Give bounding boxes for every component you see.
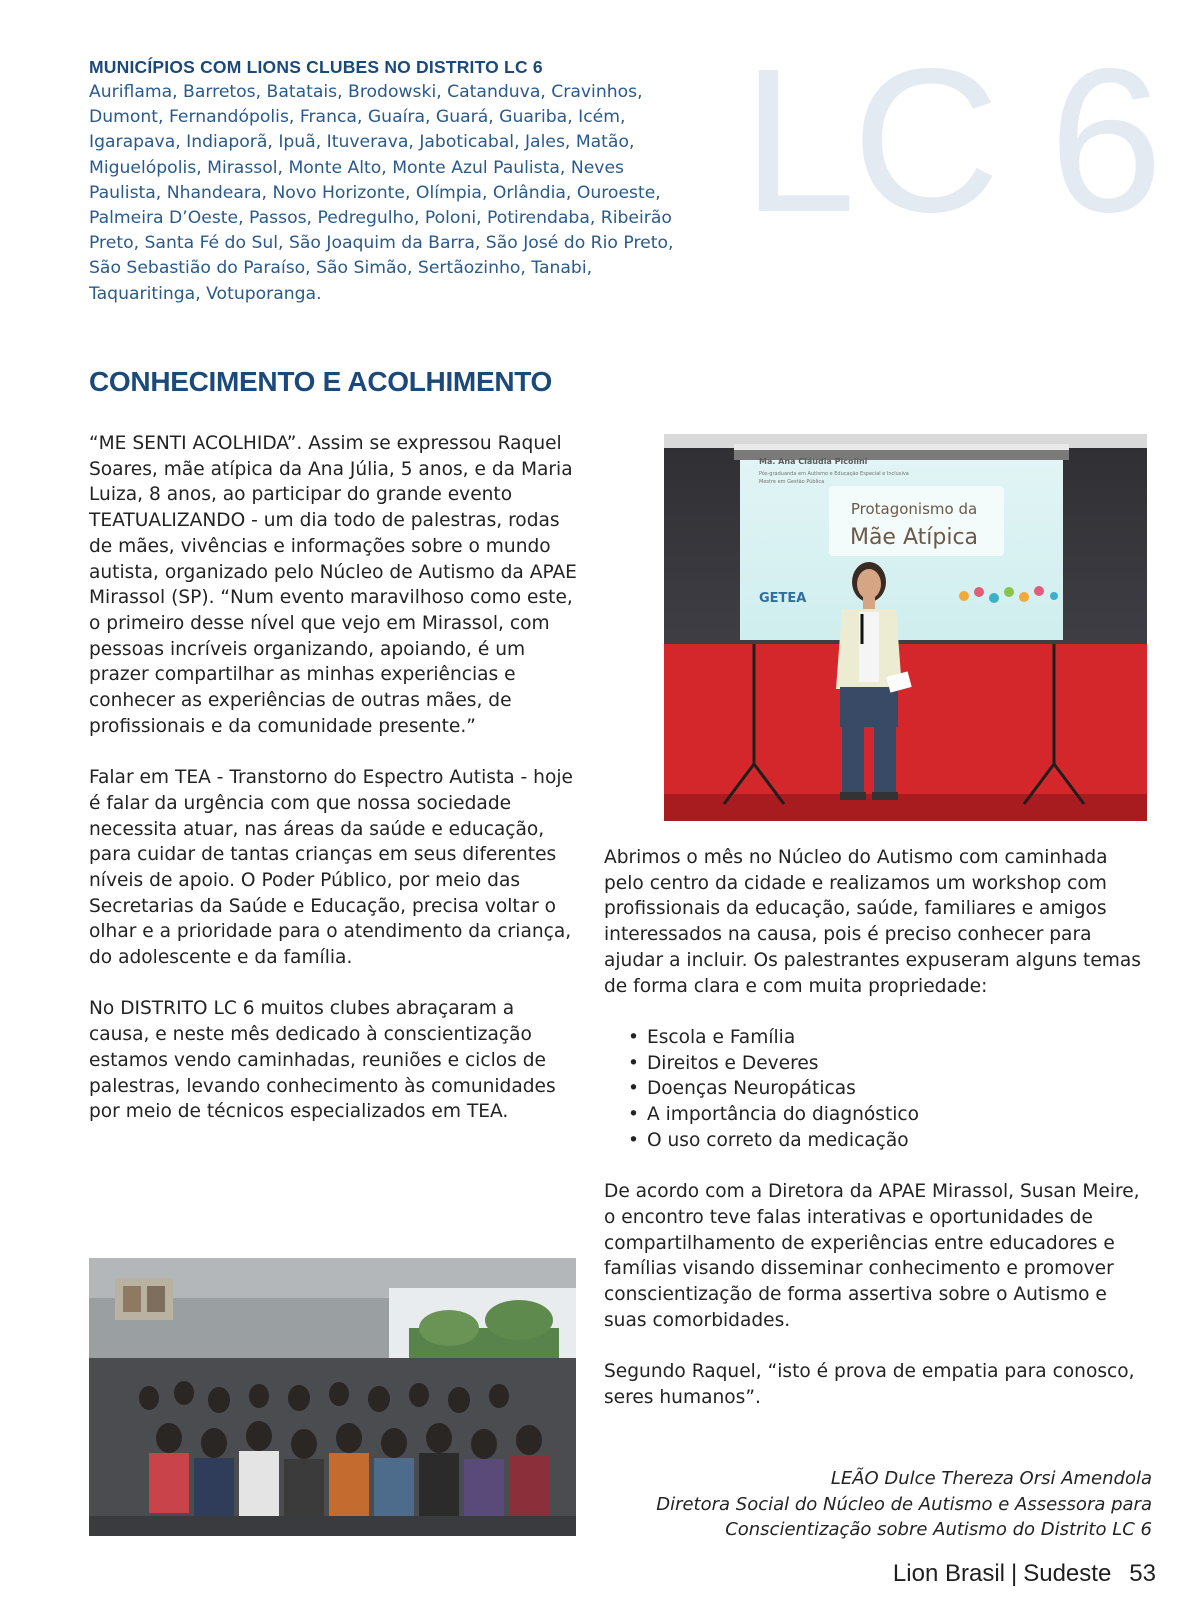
municipalities-title: MUNICÍPIOS COM LIONS CLUBES NO DISTRITO LC 6 [89,57,543,77]
author-signature [656,1466,1152,1543]
slide-credential: Pós-graduanda em Autismo e Educação Especial e Inclusiva [759,471,909,477]
article-paragraph: “ME SENTI ACOLHIDA”. Assim se expressou Raquel Soares, mãe atípica da Ana Júlia, 5 anos, e da Maria Luiza, 8 anos, ao participar do grande evento TEATUALIZANDO - um dia todo de palestras, rodas de mães, vivências e informações sobre o mundo autista, organizado pelo Núcleo de Autismo da APAE Mirassol (SP). “Num evento maravilhoso como este, o primeiro desse nível que vejo em Mirassol, com pessoas incríveis organizando, apoiando, é um prazer compartilhar as minhas experiências e conhecer as experiências de outras mães, de profissionais e da comunidade presente.” [89,433,577,737]
list-item: • Escola e Família [628,1025,1144,1051]
slide-logo: GETEA [759,591,807,606]
slide-credential: Mestre em Gestão Pública [759,479,825,485]
article-paragraph: Abrimos o mês no Núcleo do Autismo com caminhada pelo centro da cidade e realizamos um workshop com profissionais da educação, saúde, familiares e amigos interessados na causa, pois é preciso conhecer para ajudar a incluir. Os palestrantes expuseram alguns temas de forma clara e com muita propriedade: [604,847,1141,997]
article-paragraph: Segundo Raquel, “isto é prova de empatia para conosco, seres humanos”. [604,1361,1135,1408]
speaker-photo [664,434,1147,821]
article-paragraph: No DISTRITO LC 6 muitos clubes abraçaram a causa, e neste mês dedicado à conscientização estamos vendo caminhadas, reuniões e ciclos de palestras, levando conhecimento às comunidades por meio de técnicos especializados em TEA. [89,998,556,1123]
article-paragraph: De acordo com a Diretora da APAE Mirassol, Susan Meire, o encontro teve falas interativas e oportunidades de compartilhamento de experiências entre educadores e famílias visando disseminar conhecimento e promover conscientização de forma assertiva sobre o Autismo e suas comorbidades. [604,1181,1140,1331]
topics-list [604,1025,1144,1154]
page-number: 53 [1129,1560,1156,1587]
author-role: Conscientização sobre Autismo do Distrito LC 6 [725,1519,1152,1540]
right-column [604,845,1144,1436]
left-column [89,431,579,1151]
list-item: • Direitos e Deveres [628,1051,1144,1077]
list-item: • Doenças Neuropáticas [628,1076,1144,1102]
list-item: • O uso correto da medicação [628,1128,1144,1154]
author-role: Diretora Social do Núcleo de Autismo e Assessora para [656,1493,1152,1515]
list-item: • A importância do diagnóstico [628,1102,1144,1128]
section-title: CONHECIMENTO E ACOLHIMENTO [89,366,553,397]
audience-clothes [149,1451,549,1519]
municipalities-block [89,55,689,307]
magazine-section: Sudeste [1023,1560,1112,1587]
author-name: LEÃO Dulce Thereza Orsi Amendola [830,1468,1152,1489]
page-footer [893,1560,1156,1588]
district-watermark: LC 6 [742,26,1160,255]
municipalities-list: Auriflama, Barretos, Batatais, Brodowski, Catanduva, Cravinhos, Dumont, Fernandópolis, Franca, Guaíra, Guará, Guariba, Icém, Igarapava, Indiaporã, Ipuã, Ituverava, Jaboticabal, Jales, Matão, Miguelópolis, Mirassol, Monte Alto, Monte Azul Paulista, Neves Paulista, Nhandeara, Novo Horizonte, Olímpia, Orlândia, Ouroeste, Palmeira D’Oeste, Passos, Pedregulho, Poloni, Potirendaba, Ribeirão Preto, Santa Fé do Sul, São Joaquim da Barra, São José do Rio Preto, São Sebastião do Paraíso, São Simão, Sertãozinho, Tanabi, Taquaritinga, Votuporanga. [89,82,674,304]
slide-title: Mãe Atípica [849,525,979,550]
article-paragraph: Falar em TEA - Transtorno do Espectro Autista - hoje é falar da urgência com que nossa sociedade necessita atuar, nas áreas da saúde e educação, para cuidar de tantas crianças em seus diferentes níveis de apoio. O Poder Público, por meio das Secretarias da Saúde e Educação, precisa voltar o olhar e a prioridade para o atendimento da criança, do adolescente e da família. [89,767,573,969]
magazine-name: Lion Brasil [892,1560,1005,1587]
slide-heading: Protagonismo da [850,500,978,518]
footer-separator: | [1010,1560,1018,1587]
slide-speaker: Ma. Ana Cláudia Picolini [759,457,868,466]
audience-photo [89,1258,576,1536]
